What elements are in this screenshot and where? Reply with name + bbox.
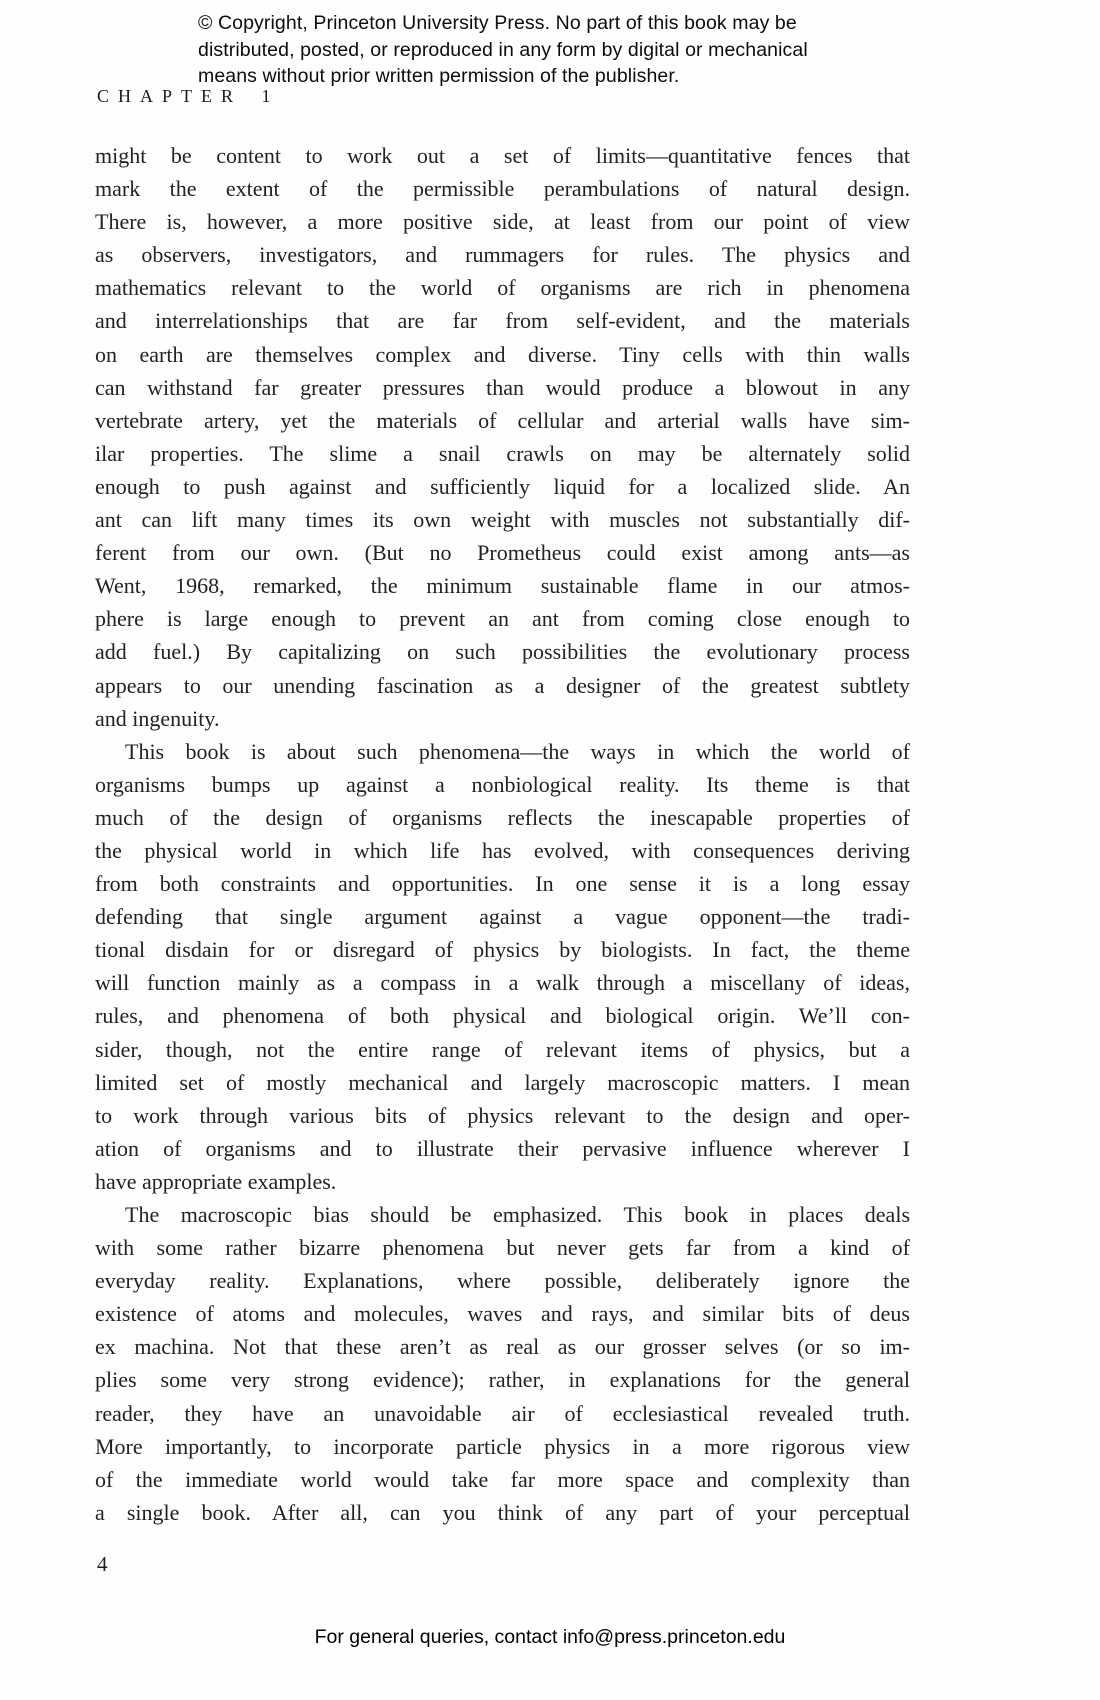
body-line: on earth are themselves complex and diverse. Tiny cells with thin walls [95, 341, 910, 367]
body-line: ex machina. Not that these aren’t as real as our grosser selves (or so im- [95, 1334, 910, 1360]
footer-contact: For general queries, contact info@press.princeton.edu [314, 1626, 786, 1648]
page-number: 4 [97, 1552, 108, 1576]
body-line: Went, 1968, remarked, the minimum sustainable flame in our atmos- [95, 573, 910, 599]
body-line: much of the design of organisms reflects the inescapable properties of [95, 804, 910, 830]
body-line: as observers, investigators, and rummagers for rules. The physics and [95, 242, 910, 268]
body-line: ation of organisms and to illustrate their pervasive influence wherever I [95, 1135, 910, 1161]
paragraph [95, 735, 910, 1198]
body-line: rules, and phenomena of both physical and biological origin. We’ll con- [95, 1003, 910, 1029]
body-line: might be content to work out a set of limits—quantitative fences that [95, 143, 910, 168]
paragraph [95, 139, 910, 735]
body-line: can withstand far greater pressures than would produce a blowout in any [95, 374, 910, 400]
body-line: limited set of mostly mechanical and largely macroscopic matters. I mean [95, 1069, 910, 1095]
body-line: a single book. After all, can you think of any part of your perceptual [95, 1499, 910, 1525]
body-line: vertebrate artery, yet the materials of cellular and arterial walls have sim- [95, 407, 910, 433]
body-line: to work through various bits of physics relevant to the design and oper- [95, 1102, 910, 1128]
body-line: with some rather bizarre phenomena but never gets far from a kind of [95, 1235, 910, 1261]
copyright-line: distributed, posted, or reproduced in any form by digital or mechanical [198, 38, 808, 61]
body-line: the physical world in which life has evolved, with consequences deriving [95, 837, 910, 863]
chapter-header: CHAPTER 1 [97, 86, 280, 106]
body-line: mark the extent of the permissible perambulations of natural design. [95, 176, 910, 202]
body-line: ant can lift many times its own weight with muscles not substantially dif- [95, 507, 910, 533]
body-line: defending that single argument against a vague opponent—the tradi- [95, 904, 910, 930]
body-line: plies some very strong evidence); rather, in explanations for the general [95, 1367, 910, 1393]
body-line: and interrelationships that are far from self-evident, and the materials [95, 308, 910, 334]
body-line: appears to our unending fascination as a designer of the greatest subtlety [95, 672, 910, 698]
body-line: everyday reality. Explanations, where possible, deliberately ignore the [95, 1268, 910, 1294]
body-line: have appropriate examples. [95, 1168, 337, 1194]
body-line: enough to push against and sufficiently liquid for a localized slide. An [95, 473, 910, 499]
body-line: organisms bumps up against a nonbiological reality. Its theme is that [95, 771, 910, 797]
body-line: This book is about such phenomena—the ways in which the world of [125, 738, 910, 764]
body-text [95, 139, 910, 1529]
body-line: from both constraints and opportunities. In one sense it is a long essay [95, 871, 910, 897]
body-line: of the immediate world would take far more space and complexity than [95, 1466, 910, 1492]
body-line: phere is large enough to prevent an ant from coming close enough to [95, 606, 910, 632]
body-line: More importantly, to incorporate particle physics in a more rigorous view [95, 1433, 910, 1459]
copyright-line: © Copyright, Princeton University Press. No part of this book may be [198, 12, 797, 34]
body-line: existence of atoms and molecules, waves and rays, and similar bits of deus [95, 1301, 910, 1327]
body-line: ilar properties. The slime a snail crawls on may be alternately solid [95, 440, 910, 466]
paragraph [95, 1198, 910, 1529]
body-line: sider, though, not the entire range of relevant items of physics, but a [95, 1036, 910, 1062]
copyright-line: means without prior written permission of the publisher. [198, 65, 680, 87]
body-line: The macroscopic bias should be emphasized. This book in places deals [125, 1202, 910, 1227]
body-line: will function mainly as a compass in a walk through a miscellany of ideas, [95, 970, 910, 996]
body-line: mathematics relevant to the world of organisms are rich in phenomena [95, 275, 910, 301]
body-line: There is, however, a more positive side, at least from our point of view [95, 209, 910, 235]
body-line: tional disdain for or disregard of physics by biologists. In fact, the theme [95, 937, 910, 963]
body-line: ferent from our own. (But no Prometheus could exist among ants—as [95, 540, 910, 566]
body-line: and ingenuity. [95, 705, 220, 731]
body-line: add fuel.) By capitalizing on such possibilities the evolutionary process [95, 639, 910, 665]
body-line: reader, they have an unavoidable air of ecclesiastical revealed truth. [95, 1400, 910, 1426]
copyright-notice [198, 10, 808, 90]
